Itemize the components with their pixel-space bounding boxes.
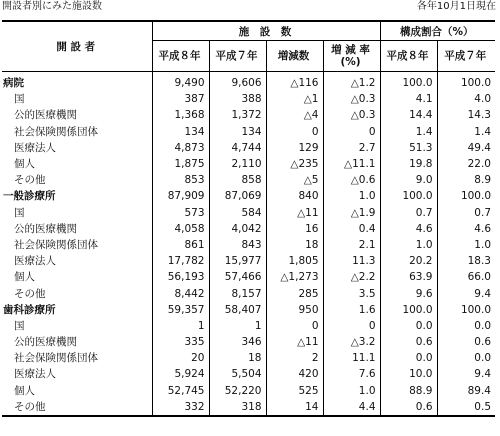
cell-rate: 1.0 xyxy=(323,188,380,204)
cell-r7: 4.6 xyxy=(474,222,491,235)
table-row xyxy=(2,124,495,140)
col-rate-header xyxy=(323,41,380,72)
founder-label: 社会保険関係団体 xyxy=(2,350,152,366)
cell-h8: 8,442 xyxy=(152,285,209,301)
cell-r7: 4.0 xyxy=(474,93,491,106)
cell-h8: 573 xyxy=(152,205,209,221)
cell-change: △5 xyxy=(266,172,323,188)
cell-h8: 335 xyxy=(152,334,209,350)
founder-label: 医療法人 xyxy=(2,253,152,269)
cell-change: 14 xyxy=(266,399,323,416)
cell-rate: △3.2 xyxy=(323,334,380,350)
cell-h7: 5,504 xyxy=(209,366,266,382)
cell-h8: 56,193 xyxy=(152,269,209,285)
col-r7-header: 平成７年 xyxy=(437,41,495,72)
cell-change: 129 xyxy=(266,140,323,156)
cell-change: △235 xyxy=(266,156,323,172)
cell-rate: △2.2 xyxy=(323,269,380,285)
cell-h7: 8,157 xyxy=(209,285,266,301)
cell-h7: 134 xyxy=(209,124,266,140)
table-row xyxy=(2,334,495,350)
table-row xyxy=(2,383,495,399)
cell-r7: 100.0 xyxy=(460,77,491,90)
table-row xyxy=(2,140,495,156)
table-row xyxy=(2,399,495,416)
cell-rate: △0.3 xyxy=(323,107,380,123)
cell-h7: 58,407 xyxy=(209,302,266,318)
cell-h7: 843 xyxy=(209,237,266,253)
cell-h7: 87,069 xyxy=(209,188,266,204)
cell-h8: 1,875 xyxy=(152,156,209,172)
cell-r8: 19.8 xyxy=(380,156,437,172)
cell-h8: 387 xyxy=(152,91,209,107)
cell-rate: 7.6 xyxy=(323,366,380,382)
category-label: 一般診療所 xyxy=(2,188,152,204)
founder-label: 国 xyxy=(2,205,152,221)
cell-change: 18 xyxy=(266,237,323,253)
cell-h8: 4,873 xyxy=(152,140,209,156)
cell-rate: 11.1 xyxy=(323,350,380,366)
table-caption: 開設者別にみた施設数 xyxy=(2,1,102,12)
table-row xyxy=(2,318,495,334)
table-row xyxy=(2,107,495,123)
cell-change: △1,273 xyxy=(266,269,323,285)
founder-label: 国 xyxy=(2,91,152,107)
cell-h7: 1,372 xyxy=(209,107,266,123)
cell-r8: 0.0 xyxy=(380,350,437,366)
cell-h7: 52,220 xyxy=(209,383,266,399)
cell-r7: 89.4 xyxy=(467,384,491,397)
cell-change: △116 xyxy=(266,72,323,92)
cell-h7: 2,110 xyxy=(209,156,266,172)
cell-rate: 0 xyxy=(323,318,380,334)
cell-r8: 88.9 xyxy=(380,383,437,399)
cell-h8: 52,745 xyxy=(152,383,209,399)
founder-label: 公的医療機関 xyxy=(2,107,152,123)
cell-r8: 9.0 xyxy=(380,172,437,188)
cell-r7: 0.7 xyxy=(474,206,491,219)
cell-h8: 59,357 xyxy=(152,302,209,318)
facilities-header: 施 設 数 xyxy=(152,21,380,41)
cell-r8: 1.4 xyxy=(380,124,437,140)
col-change-header: 増減数 xyxy=(266,41,323,72)
founder-label: その他 xyxy=(2,285,152,301)
cell-r7: 8.9 xyxy=(474,174,491,187)
facility-count-table xyxy=(2,20,495,417)
cell-h7: 1 xyxy=(209,318,266,334)
founder-label: 公的医療機関 xyxy=(2,334,152,350)
cell-change: 0 xyxy=(266,318,323,334)
cell-r7: 100.0 xyxy=(460,190,491,203)
founder-label: 医療法人 xyxy=(2,366,152,382)
category-label: 病院 xyxy=(2,72,152,92)
cell-h8: 861 xyxy=(152,237,209,253)
cell-r7: 0.5 xyxy=(437,399,495,416)
founder-label: その他 xyxy=(2,172,152,188)
table-row xyxy=(2,237,495,253)
cell-h8: 1,368 xyxy=(152,107,209,123)
cell-change: 840 xyxy=(266,188,323,204)
category-row xyxy=(2,188,495,204)
cell-r7: 9.4 xyxy=(474,368,491,381)
cell-change: 950 xyxy=(266,302,323,318)
founder-label: 国 xyxy=(2,318,152,334)
cell-change: 420 xyxy=(266,366,323,382)
col-h8-header: 平成８年 xyxy=(152,41,209,72)
cell-h7: 18 xyxy=(209,350,266,366)
cell-r7: 22.0 xyxy=(467,158,491,171)
cell-r8: 1.0 xyxy=(380,237,437,253)
cell-r8: 0.7 xyxy=(380,205,437,221)
cell-rate: △0.6 xyxy=(323,172,380,188)
cell-h8: 5,924 xyxy=(152,366,209,382)
cell-h8: 20 xyxy=(152,350,209,366)
cell-rate: △0.3 xyxy=(323,91,380,107)
cell-change: 16 xyxy=(266,221,323,237)
table-row xyxy=(2,269,495,285)
cell-change: 2 xyxy=(266,350,323,366)
cell-h8: 9,490 xyxy=(152,72,209,92)
cell-h7: 584 xyxy=(209,205,266,221)
cell-r7: 100.0 xyxy=(460,303,491,316)
cell-r8: 4.6 xyxy=(380,221,437,237)
cell-r7: 0.0 xyxy=(474,319,491,332)
cell-h8: 87,909 xyxy=(152,188,209,204)
cell-h7: 4,042 xyxy=(209,221,266,237)
cell-rate: 3.5 xyxy=(323,285,380,301)
cell-r7: 66.0 xyxy=(467,271,491,284)
col-h7-header: 平成７年 xyxy=(209,41,266,72)
founder-label: 個人 xyxy=(2,156,152,172)
table-row xyxy=(2,156,495,172)
category-label: 歯科診療所 xyxy=(2,302,152,318)
table-row xyxy=(2,350,495,366)
cell-rate: 0.4 xyxy=(323,221,380,237)
reference-date: 各年10月1日現在 xyxy=(416,1,496,12)
table-row xyxy=(2,205,495,221)
table-row xyxy=(2,172,495,188)
cell-r8: 10.0 xyxy=(380,366,437,382)
table-row xyxy=(2,366,495,382)
cell-rate: △1.2 xyxy=(323,72,380,92)
cell-change: 0 xyxy=(266,124,323,140)
founder-label: 社会保険関係団体 xyxy=(2,124,152,140)
cell-h7: 346 xyxy=(209,334,266,350)
col-rate-header-line1: 増 減 率 xyxy=(331,44,370,56)
table-body xyxy=(2,72,495,416)
cell-h8: 134 xyxy=(152,124,209,140)
cell-h7: 57,466 xyxy=(209,269,266,285)
cell-r8: 51.3 xyxy=(380,140,437,156)
cell-change: 285 xyxy=(266,285,323,301)
cell-h8: 1 xyxy=(152,318,209,334)
cell-rate: 4.4 xyxy=(323,399,380,416)
col-r8-header: 平成８年 xyxy=(380,41,437,72)
cell-r8: 100.0 xyxy=(380,302,437,318)
cell-rate: 2.1 xyxy=(323,237,380,253)
cell-r7: 49.4 xyxy=(467,141,491,154)
founder-label: 社会保険関係団体 xyxy=(2,237,152,253)
cell-r8: 100.0 xyxy=(380,188,437,204)
cell-h7: 858 xyxy=(209,172,266,188)
cell-h8: 853 xyxy=(152,172,209,188)
cell-change: 1,805 xyxy=(266,253,323,269)
cell-h7: 388 xyxy=(209,91,266,107)
cell-r8: 100.0 xyxy=(380,72,437,92)
cell-change: △11 xyxy=(266,334,323,350)
cell-r7: 9.4 xyxy=(474,287,491,300)
founder-label: 個人 xyxy=(2,269,152,285)
table-row xyxy=(2,221,495,237)
cell-r8: 4.1 xyxy=(380,91,437,107)
founder-header: 開 設 者 xyxy=(2,21,152,72)
ratio-header: 構成割合（%） xyxy=(380,21,495,41)
cell-change: △1 xyxy=(266,91,323,107)
cell-r7: 14.3 xyxy=(467,109,491,122)
table-row xyxy=(2,253,495,269)
cell-r8: 0.6 xyxy=(380,399,437,416)
cell-r7: 0.0 xyxy=(474,352,491,365)
cell-h8: 4,058 xyxy=(152,221,209,237)
cell-rate: 1.0 xyxy=(323,383,380,399)
founder-label: 医療法人 xyxy=(2,140,152,156)
cell-rate: △1.9 xyxy=(323,205,380,221)
cell-h8: 332 xyxy=(152,399,209,416)
cell-r8: 63.9 xyxy=(380,269,437,285)
cell-change: △4 xyxy=(266,107,323,123)
cell-r8: 14.4 xyxy=(380,107,437,123)
table-row xyxy=(2,285,495,301)
cell-rate: 11.3 xyxy=(323,253,380,269)
founder-label: 公的医療機関 xyxy=(2,221,152,237)
cell-rate: △11.1 xyxy=(323,156,380,172)
cell-r8: 0.0 xyxy=(380,318,437,334)
cell-r7: 18.3 xyxy=(467,255,491,268)
cell-r7: 0.6 xyxy=(474,336,491,349)
cell-h7: 4,744 xyxy=(209,140,266,156)
cell-change: 525 xyxy=(266,383,323,399)
cell-h8: 17,782 xyxy=(152,253,209,269)
category-row xyxy=(2,302,495,318)
founder-label: 個人 xyxy=(2,383,152,399)
cell-r8: 9.6 xyxy=(380,285,437,301)
category-row xyxy=(2,72,495,92)
cell-rate: 1.6 xyxy=(323,302,380,318)
table-row xyxy=(2,91,495,107)
cell-r7: 1.4 xyxy=(474,125,491,138)
cell-change: △11 xyxy=(266,205,323,221)
cell-r8: 0.6 xyxy=(380,334,437,350)
cell-rate: 0 xyxy=(323,124,380,140)
cell-r8: 20.2 xyxy=(380,253,437,269)
cell-h7: 15,977 xyxy=(209,253,266,269)
cell-h7: 9,606 xyxy=(209,72,266,92)
founder-label: その他 xyxy=(2,399,152,416)
cell-h7: 318 xyxy=(209,399,266,416)
cell-r7: 1.0 xyxy=(474,238,491,251)
cell-rate: 2.7 xyxy=(323,140,380,156)
col-rate-header-line2: (%) xyxy=(340,56,361,68)
